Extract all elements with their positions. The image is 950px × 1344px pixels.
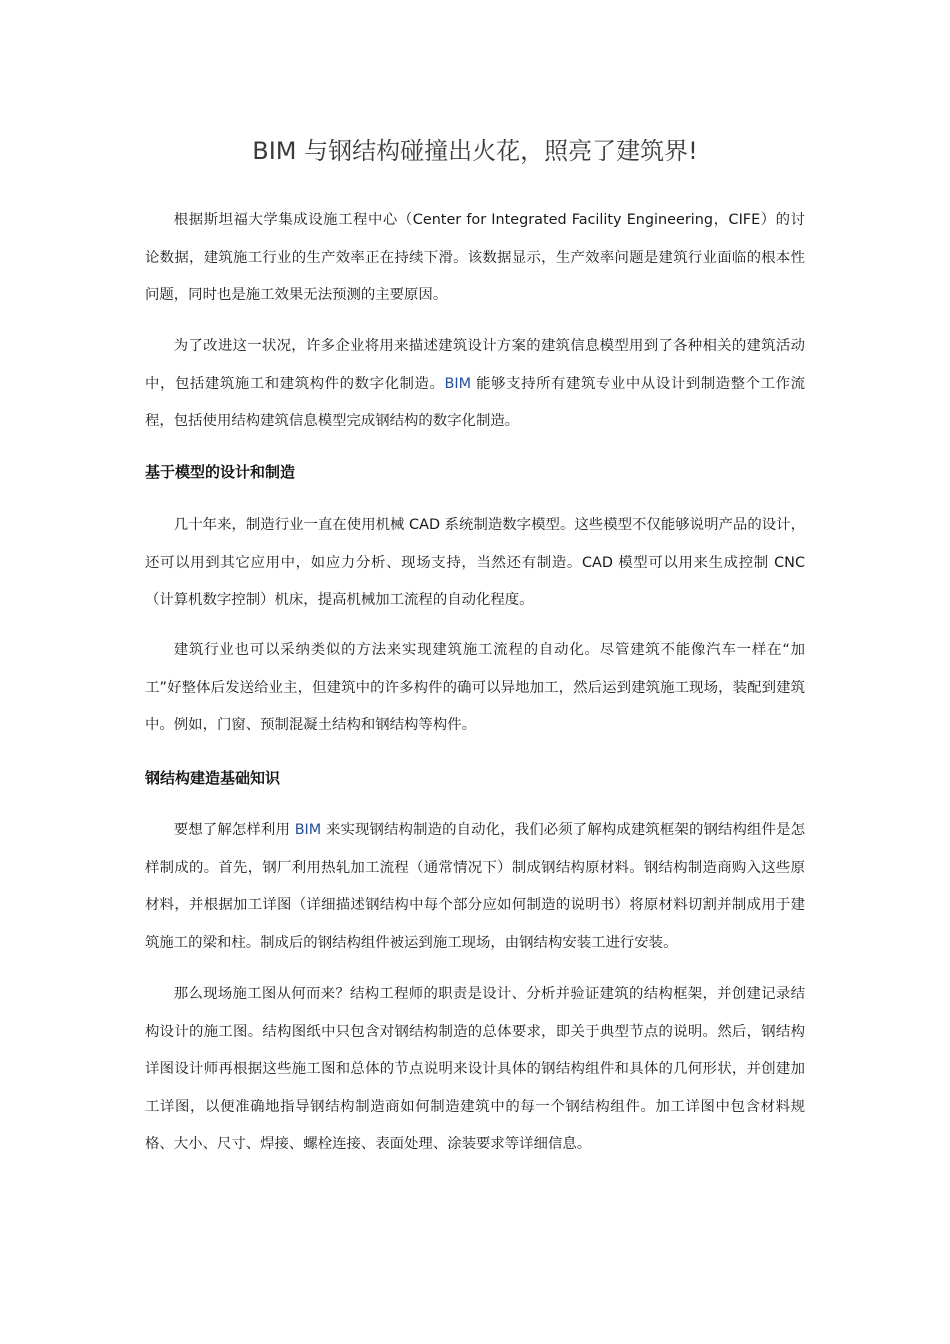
bim-link[interactable]: BIM (294, 822, 322, 838)
paragraph-construction-automation: 建筑行业也可以采纳类似的方法来实现建筑施工流程的自动化。尽管建筑不能像汽车一样在“加工”好整体后发送给业主，但建筑中的许多构件的确可以异地加工，然后运到建筑施工现场，装配到建筑中。例如，门窗、预制混凝土结构和钢结构等构件。 (145, 642, 805, 733)
paragraph-shop-drawings: 那么现场施工图从何而来？结构工程师的职责是设计、分析并验证建筑的结构框架，并创建记录结构设计的施工图。结构图纸中只包含对钢结构制造的总体要求，即关于典型节点的说明。然后，钢结构详图设计师再根据这些施工图和总体的节点说明来设计具体的钢结构组件和具体的几何形状，并创建加工详图，以便准确地指导钢结构制造商如何制造建筑中的每一个钢结构组件。加工详图中包含材料规格、大小、尺寸、焊接、螺栓连接、表面处理、涂装要求等详细信息。 (145, 986, 805, 1152)
paragraph-cad: 几十年来，制造行业一直在使用机械 CAD 系统制造数字模型。这些模型不仅能够说明产品的设计，还可以用到其它应用中，如应力分析、现场支持，当然还有制造。CAD 模型可以用来生成控制 CNC（计算机数字控制）机床，提高机械加工流程的自动化程度。 (145, 517, 805, 608)
paragraph-cife: 根据斯坦福大学集成设施工程中心（Center for Integrated Facility Engineering，CIFE）的讨论数据，建筑施工行业的生产效率正在持续下滑。该数据显示，生产效率问题是建筑行业面临的根本性问题，同时也是施工效果无法预测的主要原因。 (145, 212, 805, 303)
paragraph-text: 来实现钢结构制造的自动化，我们必须了解构成建筑框架的钢结构组件是怎样制成的。首先，钢厂利用热轧加工流程（通常情况下）制成钢结构原材料。钢结构制造商购入这些原材料，并根据加工详图（详细描述钢结构中每个部分应如何制造的说明书）将原材料切割并制成用于建筑施工的梁和柱。制成后的钢结构组件被运到施工现场，由钢结构安装工进行安装。 (145, 822, 806, 951)
paragraph-bim-intro (145, 328, 805, 441)
section-heading-model-design: 基于模型的设计和制造 (145, 463, 296, 481)
paragraph-text: 能够支持所有建筑专业中从设计到制造整个工作流程，包括使用结构建筑信息模型完成钢结构的数字化制造。 (145, 375, 805, 429)
bim-link[interactable]: BIM (444, 375, 472, 392)
paragraph-text: 为了改进这一状况，许多企业将用来描述建筑设计方案的建筑信息模型用到了各种相关的建筑活动中，包括建筑施工和建筑构件的数字化制造。 (145, 338, 805, 392)
paragraph-steel-fabrication (145, 812, 805, 962)
page-title: BIM 与钢结构碰撞出火花，照亮了建筑界! (252, 137, 698, 165)
section-heading-steel-basics: 钢结构建造基础知识 (145, 769, 281, 787)
paragraph-text: 要想了解怎样利用 (173, 822, 295, 838)
